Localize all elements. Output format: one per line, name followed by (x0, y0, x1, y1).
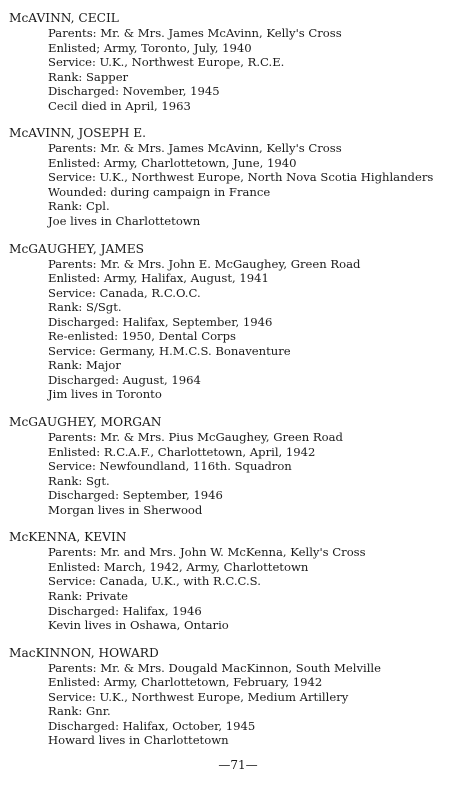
entry-status: Joe lives in Charlottetown (48, 214, 201, 229)
entry-rank: Rank: S/Sgt. (48, 300, 122, 315)
entry-rank: Rank: Private (48, 588, 129, 603)
entry-enlisted: Enlisted: R.C.A.F., Charlottetown, April, 1942 (48, 444, 316, 459)
entry-service: Service: U.K., Northwest Europe, North Nova Scotia Highlanders (48, 170, 434, 185)
entry-parents: Parents: Mr. and Mrs. John W. McKenna, Kelly's Cross (48, 545, 366, 560)
page-number: —71— (218, 758, 258, 772)
entry-name: McGAUGHEY, JAMES (9, 241, 145, 256)
entry-parents: Parents: Mr. & Mrs. Pius McGaughey, Green Road (48, 430, 343, 445)
entry-service: Service: U.K., Northwest Europe, R.C.E. (48, 55, 285, 70)
entry-service: Service: Canada, U.K., with R.C.C.S. (48, 574, 261, 589)
entry-rank: Rank: Gnr. (48, 704, 111, 719)
entry-mckenna-kevin (9, 530, 470, 632)
entry-discharged: Discharged: Halifax, September, 1946 (48, 314, 273, 329)
entry-enlisted: Enlisted: Army, Halifax, August, 1941 (48, 271, 269, 286)
entry-name: McGAUGHEY, MORGAN (9, 415, 162, 430)
entry-mcavinn-joseph (9, 126, 470, 228)
entry-parents: Parents: Mr. & Mrs. James McAvinn, Kelly's Cross (48, 26, 342, 40)
entry-discharged: Discharged: September, 1946 (48, 488, 223, 503)
entry-wounded: Wounded: during campaign in France (48, 184, 271, 199)
entry-status: Howard lives in Charlottetown (48, 733, 229, 748)
entry-enlisted: Enlisted: March, 1942, Army, Charlottetown (48, 559, 309, 574)
entry-mcgaughey-james (9, 242, 470, 402)
entry-rank: Rank: Sgt. (48, 473, 110, 488)
entry-parents: Parents: Mr. & Mrs. John E. McGaughey, Green Road (48, 256, 361, 271)
entry-service: Service: U.K., Northwest Europe, Medium Artillery (48, 689, 349, 704)
entry-discharged: Discharged: Halifax, 1946 (48, 603, 202, 618)
entry-enlisted: Enlisted: Army, Charlottetown, June, 1940 (48, 155, 297, 170)
entry-name: McAVINN, CECIL (9, 11, 119, 25)
entry-mcavinn-cecil (9, 11, 470, 113)
entry-parents: Parents: Mr. & Mrs. James McAvinn, Kelly's Cross (48, 141, 342, 156)
entry-status: Morgan lives in Sherwood (48, 502, 203, 517)
entry-status: Cecil died in April, 1963 (48, 98, 191, 113)
entry-discharged: Discharged: Halifax, October, 1945 (48, 718, 256, 733)
entry-enlisted: Enlisted: Army, Charlottetown, February, 1942 (48, 675, 323, 690)
entry-rank: Rank: Major (48, 358, 121, 373)
entry-discharged: Discharged: November, 1945 (48, 84, 220, 99)
entry-name: McKENNA, KEVIN (9, 530, 127, 545)
entry-discharged: Discharged: August, 1964 (48, 372, 201, 387)
entry-rank: Rank: Cpl. (48, 199, 110, 214)
entry-name: MacKINNON, HOWARD (9, 645, 159, 660)
entry-mcgaughey-morgan (9, 415, 470, 517)
entry-status: Kevin lives in Oshawa, Ontario (48, 618, 229, 633)
entry-service: Service: Canada, R.C.O.C. (48, 285, 201, 300)
entry-service: Service: Newfoundland, 116th. Squadron (48, 459, 292, 474)
entry-name: McAVINN, JOSEPH E. (9, 126, 147, 141)
entry-mackinnon-howard (9, 646, 470, 748)
entry-service: Service: Germany, H.M.C.S. Bonaventure (48, 343, 291, 358)
entry-enlisted: Enlisted; Army, Toronto, July, 1940 (48, 40, 252, 55)
entry-rank: Rank: Sapper (48, 69, 129, 84)
entry-reenlisted: Re-enlisted: 1950, Dental Corps (48, 329, 236, 344)
entry-status: Jim lives in Toronto (48, 387, 162, 402)
entry-parents: Parents: Mr. & Mrs. Dougald MacKinnon, South Melville (48, 660, 381, 675)
